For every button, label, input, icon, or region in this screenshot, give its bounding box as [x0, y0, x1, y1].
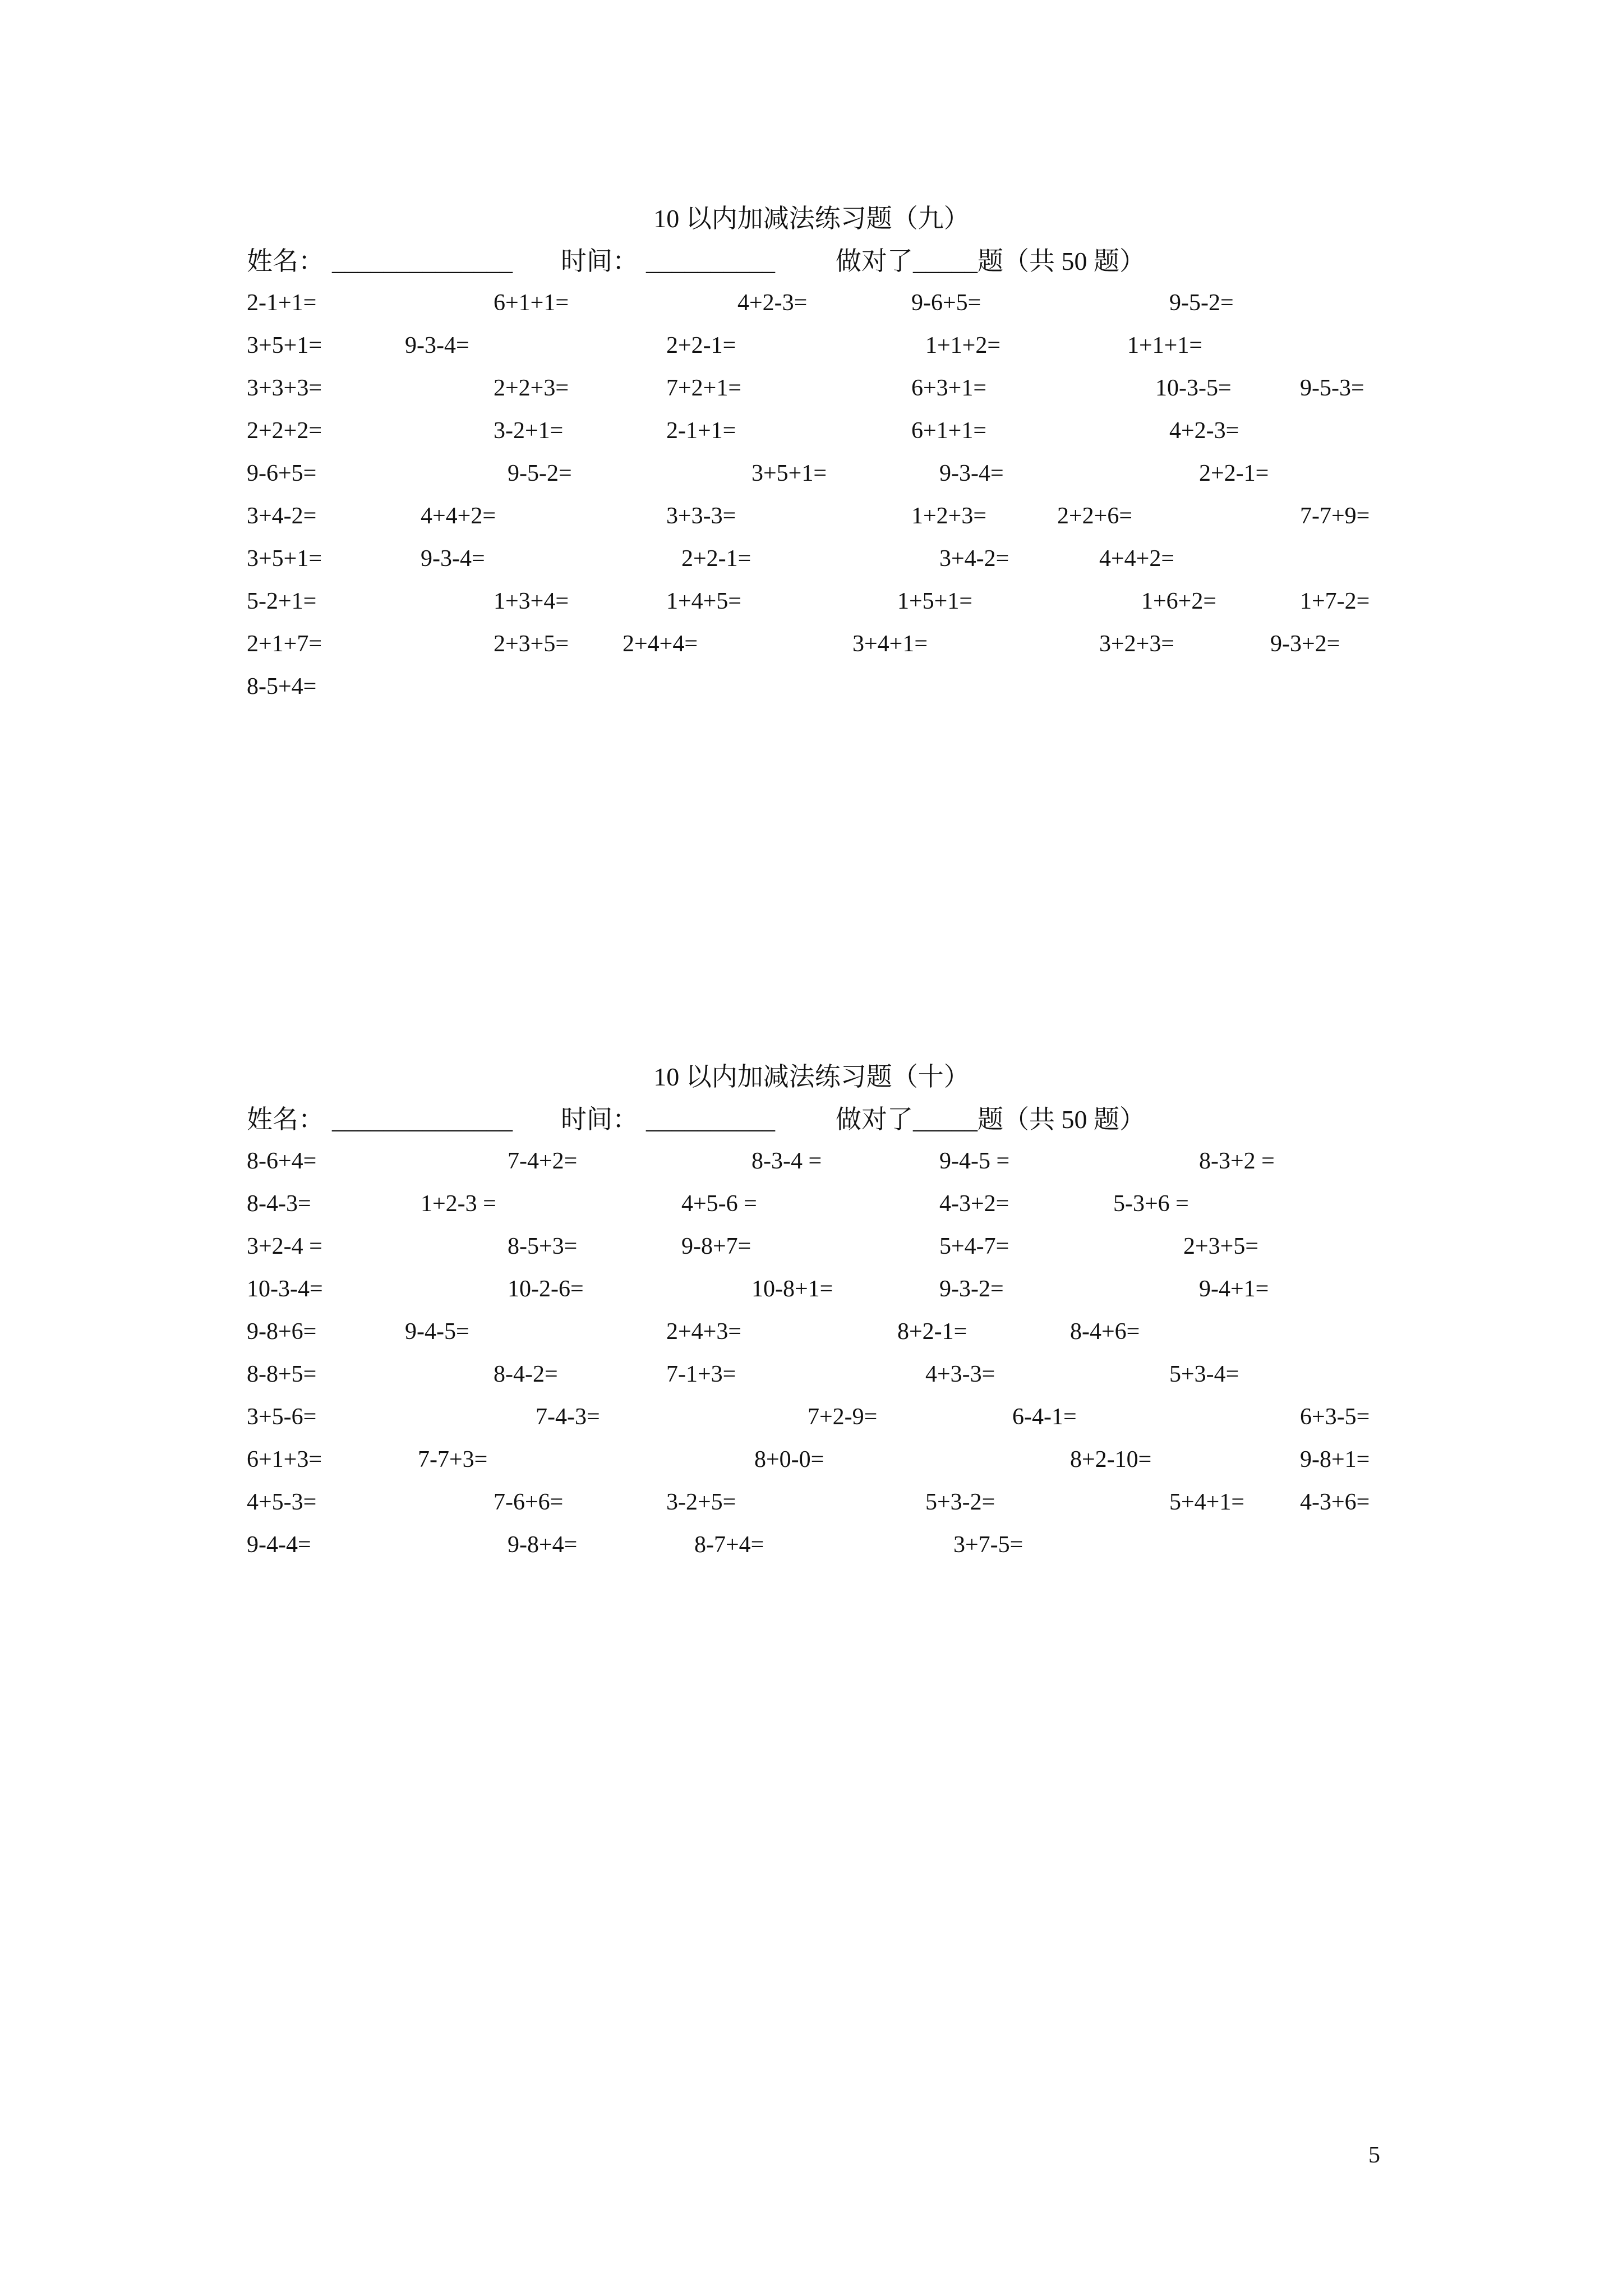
math-problem: 2+3+5=	[1183, 1234, 1259, 1259]
math-problem: 9-6+5=	[247, 461, 317, 486]
math-problem: 8-3-4 =	[751, 1148, 822, 1174]
math-problem: 4+5-6 =	[681, 1191, 757, 1217]
page-number: 5	[1368, 2142, 1380, 2168]
math-problem: 1+1+1=	[1127, 333, 1203, 358]
problem-row	[0, 1144, 1623, 1187]
math-problem: 2+2+6=	[1057, 503, 1133, 529]
math-problem: 4+2-3=	[1169, 418, 1239, 444]
math-problem: 3+5+1=	[247, 546, 322, 572]
math-problem: 9-8+1=	[1300, 1447, 1370, 1473]
problem-row	[0, 414, 1623, 457]
math-problem: 9-4-5 =	[939, 1148, 1010, 1174]
math-problem: 4-3+6=	[1300, 1489, 1370, 1515]
student-info-line	[0, 1103, 1623, 1137]
math-problem: 5-2+1=	[247, 588, 317, 614]
math-problem: 1+3+4=	[494, 588, 569, 614]
math-problem: 9-8+6=	[247, 1319, 317, 1345]
math-problem: 8+2-1=	[897, 1319, 967, 1345]
math-problem: 2+2-1=	[666, 333, 736, 358]
math-problem: 6-4-1=	[1012, 1404, 1077, 1430]
math-problem: 1+7-2=	[1300, 588, 1370, 614]
math-problem: 2+3+5=	[494, 631, 569, 657]
math-problem: 2-1+1=	[666, 418, 736, 444]
math-problem: 2+4+4=	[623, 631, 698, 657]
math-problem: 9-4-4=	[247, 1532, 311, 1558]
time-blank: __________	[646, 1105, 775, 1134]
math-problem: 3+7-5=	[953, 1532, 1023, 1558]
math-problem: 9-8+7=	[681, 1234, 751, 1259]
math-problem: 3+5+1=	[247, 333, 322, 358]
math-problem: 2-1+1=	[247, 290, 317, 316]
math-problem: 5-3+6 =	[1113, 1191, 1189, 1217]
math-problem: 1+2-3 =	[421, 1191, 496, 1217]
section-title: 10 以内加减法练习题（十）	[653, 1062, 970, 1091]
math-problem: 10-8+1=	[751, 1276, 833, 1302]
math-problem: 2+2+3=	[494, 375, 569, 401]
math-problem: 4+3-3=	[925, 1361, 995, 1387]
math-problem: 2+2-1=	[1199, 461, 1269, 486]
math-problem: 8+0-0=	[754, 1447, 824, 1473]
math-problem: 3-2+1=	[494, 418, 564, 444]
problem-row	[0, 1358, 1623, 1400]
math-problem: 9-3-2=	[939, 1276, 1004, 1302]
math-problem: 7-6+6=	[494, 1489, 564, 1515]
math-problem: 8-4+6=	[1070, 1319, 1140, 1345]
problem-row	[0, 371, 1623, 414]
math-problem: 9-5-3=	[1300, 375, 1364, 401]
math-problem: 5+3-2=	[925, 1489, 995, 1515]
math-problem: 1+6+2=	[1141, 588, 1217, 614]
math-problem: 5+3-4=	[1169, 1361, 1239, 1387]
problem-row	[0, 457, 1623, 499]
math-problem: 1+4+5=	[666, 588, 742, 614]
problem-row	[0, 1230, 1623, 1272]
math-problem: 9-3-4=	[939, 461, 1004, 486]
math-problem: 8-7+4=	[694, 1532, 764, 1558]
math-problem: 6+1+1=	[494, 290, 569, 316]
math-problem: 10-3-4=	[247, 1276, 323, 1302]
math-problem: 7+2-9=	[808, 1404, 878, 1430]
math-problem: 8-4-3=	[247, 1191, 311, 1217]
math-problem: 9-5-2=	[508, 461, 572, 486]
score-label: 做对了_____题（共 50 题）	[836, 247, 1145, 275]
math-problem: 9-5-2=	[1169, 290, 1234, 316]
math-problem: 6+1+3=	[247, 1447, 322, 1473]
math-problem: 9-4-5=	[405, 1319, 469, 1345]
problem-row	[0, 542, 1623, 585]
math-problem: 8-3+2 =	[1199, 1148, 1275, 1174]
time-label: 时间：	[561, 1105, 638, 1134]
math-problem: 9-3-4=	[405, 333, 469, 358]
math-problem: 4-3+2=	[939, 1191, 1009, 1217]
math-problem: 8-5+4=	[247, 674, 317, 700]
math-problem: 9-8+4=	[508, 1532, 578, 1558]
problem-list	[0, 1144, 1623, 1571]
math-problem: 3+4-2=	[939, 546, 1009, 572]
problem-row	[0, 585, 1623, 627]
student-info-line	[0, 245, 1623, 278]
problem-row	[0, 1400, 1623, 1443]
problem-list	[0, 286, 1623, 712]
problem-row	[0, 286, 1623, 329]
math-problem: 3+3+3=	[247, 375, 322, 401]
math-problem: 7-1+3=	[666, 1361, 736, 1387]
math-problem: 6+1+1=	[911, 418, 987, 444]
math-problem: 5+4+1=	[1169, 1489, 1245, 1515]
math-problem: 6+3+1=	[911, 375, 987, 401]
math-problem: 3-2+5=	[666, 1489, 736, 1515]
math-problem: 5+4-7=	[939, 1234, 1009, 1259]
math-problem: 7-7+9=	[1300, 503, 1370, 529]
math-problem: 3+5-6=	[247, 1404, 317, 1430]
math-problem: 3+5+1=	[751, 461, 827, 486]
problem-row	[0, 1528, 1623, 1571]
math-problem: 4+5-3=	[247, 1489, 317, 1515]
math-problem: 4+4+2=	[1099, 546, 1175, 572]
math-problem: 8-8+5=	[247, 1361, 317, 1387]
math-problem: 7-7+3=	[418, 1447, 488, 1473]
name-blank: ______________	[332, 247, 513, 275]
math-problem: 8-6+4=	[247, 1148, 317, 1174]
math-problem: 3+4+1=	[852, 631, 928, 657]
math-problem: 8-4-2=	[494, 1361, 558, 1387]
problem-row	[0, 499, 1623, 542]
problem-row	[0, 329, 1623, 371]
name-label: 姓名：	[247, 1105, 324, 1134]
math-problem: 2+2-1=	[681, 546, 751, 572]
math-problem: 1+5+1=	[897, 588, 973, 614]
math-problem: 7-4-3=	[536, 1404, 600, 1430]
math-problem: 9-6+5=	[911, 290, 981, 316]
name-label: 姓名：	[247, 247, 324, 275]
math-problem: 3+4-2=	[247, 503, 317, 529]
score-label: 做对了_____题（共 50 题）	[836, 1105, 1145, 1134]
math-problem: 10-2-6=	[508, 1276, 584, 1302]
problem-row	[0, 670, 1623, 712]
math-problem: 10-3-5=	[1155, 375, 1232, 401]
math-problem: 2+2+2=	[247, 418, 322, 444]
name-blank: ______________	[332, 1105, 513, 1134]
section-title: 10 以内加减法练习题（九）	[653, 204, 970, 233]
math-problem: 2+1+7=	[247, 631, 322, 657]
math-problem: 7+2+1=	[666, 375, 742, 401]
math-problem: 8-5+3=	[508, 1234, 578, 1259]
math-problem: 9-3+2=	[1270, 631, 1340, 657]
problem-row	[0, 1187, 1623, 1230]
time-blank: __________	[646, 247, 775, 275]
math-problem: 3+3-3=	[666, 503, 736, 529]
math-problem: 3+2+3=	[1099, 631, 1175, 657]
problem-row	[0, 1485, 1623, 1528]
problem-row	[0, 1272, 1623, 1315]
math-problem: 7-4+2=	[508, 1148, 578, 1174]
math-problem: 9-4+1=	[1199, 1276, 1269, 1302]
math-problem: 1+2+3=	[911, 503, 987, 529]
math-problem: 9-3-4=	[421, 546, 485, 572]
math-problem: 3+2-4 =	[247, 1234, 322, 1259]
time-label: 时间：	[561, 247, 638, 275]
problem-row	[0, 1443, 1623, 1485]
math-problem: 4+2-3=	[737, 290, 808, 316]
problem-row	[0, 1315, 1623, 1358]
math-problem: 2+4+3=	[666, 1319, 742, 1345]
math-problem: 6+3-5=	[1300, 1404, 1370, 1430]
math-problem: 8+2-10=	[1070, 1447, 1152, 1473]
math-problem: 1+1+2=	[925, 333, 1001, 358]
math-problem: 4+4+2=	[421, 503, 496, 529]
problem-row	[0, 627, 1623, 670]
